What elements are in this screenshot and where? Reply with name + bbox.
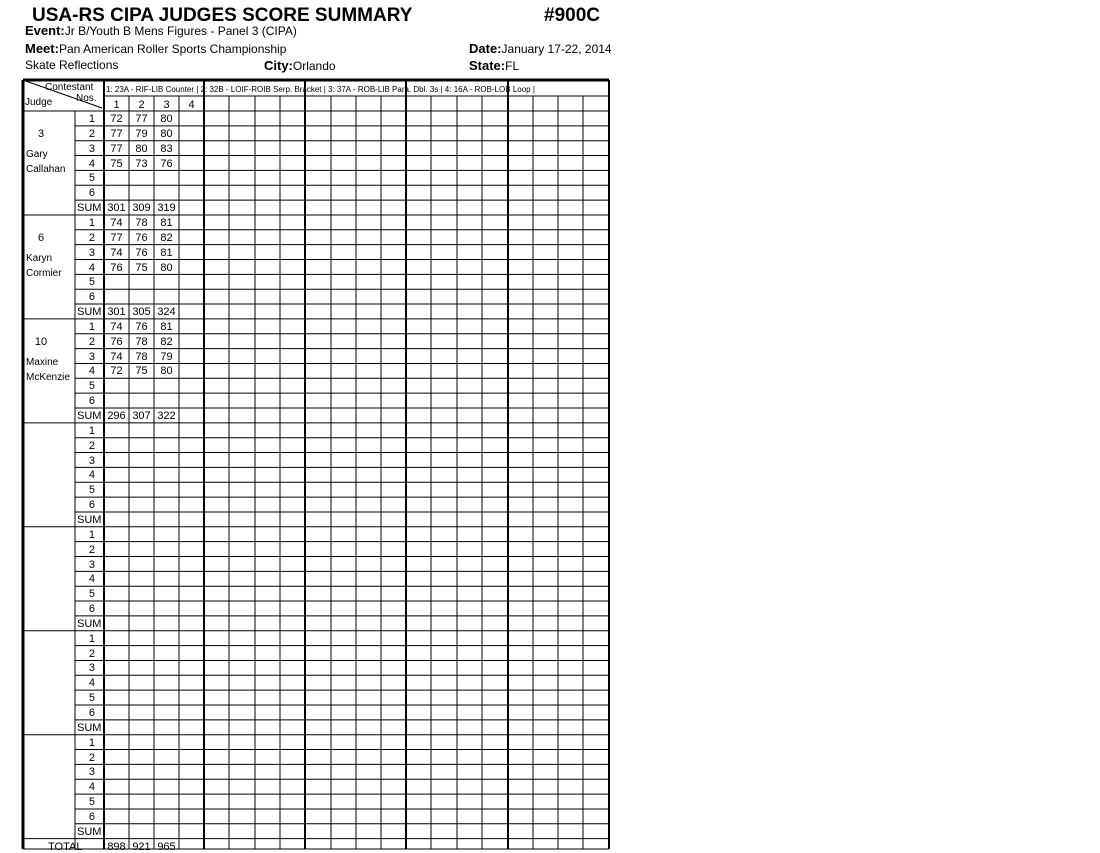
row-number: 2	[88, 647, 95, 660]
row-number: 3	[88, 662, 95, 675]
score-value: 82	[160, 231, 173, 244]
row-number: 1	[88, 736, 95, 749]
row-number: 5	[88, 172, 95, 185]
row-number: 1	[88, 424, 95, 437]
sum-label: SUM	[77, 721, 102, 734]
figures-header: 1: 23A - RIF-LIB Counter | 2: 32B - LOIF-ROIB Serp. Bracket | 3: 37A - ROB-LIB Para. Dbl. 3s | 4: 16A - ROB-LOB Loop |	[106, 85, 535, 94]
score-value: 76	[135, 246, 148, 259]
row-number: 1	[88, 113, 95, 125]
sum-value: 301	[107, 306, 126, 319]
sum-label: SUM	[77, 202, 102, 215]
sum-label: SUM	[77, 513, 102, 526]
score-value: 73	[135, 157, 148, 170]
sum-value: 296	[107, 410, 126, 422]
event-value: Jr B/Youth B Mens Figures - Panel 3 (CIPA)	[64, 24, 297, 38]
city-label: City:	[264, 58, 293, 73]
score-value: 80	[160, 127, 173, 140]
date-value: January 17-22, 2014	[501, 42, 612, 56]
score-value: 77	[110, 142, 123, 155]
row-number: 1	[88, 320, 95, 333]
sum-label: SUM	[77, 306, 102, 319]
sum-label: SUM	[77, 825, 102, 838]
row-number: 1	[88, 632, 95, 645]
judge-header: Judge	[25, 97, 53, 108]
form-number: #900C	[544, 5, 600, 26]
total-value: 898	[107, 840, 126, 853]
judge-number: 10	[34, 335, 48, 348]
score-value: 74	[110, 246, 123, 259]
form-title: USA-RS CIPA JUDGES SCORE SUMMARY	[32, 5, 413, 26]
score-value: 78	[135, 350, 148, 363]
score-value: 82	[160, 335, 173, 348]
sum-label: SUM	[77, 410, 102, 422]
score-value: 75	[135, 365, 148, 378]
figure-number: 3	[163, 99, 170, 111]
score-value: 74	[110, 216, 123, 229]
score-value: 79	[135, 127, 148, 140]
row-number: 6	[88, 707, 95, 719]
row-number: 6	[88, 603, 95, 616]
score-value: 77	[110, 127, 123, 140]
sum-value: 322	[157, 410, 176, 422]
event-label: Event:	[25, 23, 65, 38]
row-number: 6	[88, 810, 95, 823]
score-value: 81	[160, 246, 173, 259]
state-value: FL	[505, 59, 520, 73]
score-value: 74	[110, 350, 123, 363]
figure-number: 4	[188, 99, 195, 111]
row-number: 6	[88, 291, 95, 304]
row-number: 3	[88, 454, 95, 467]
judge-last-name: McKenzie	[26, 371, 70, 383]
date-label: Date:	[469, 41, 502, 56]
row-number: 2	[88, 543, 95, 556]
row-number: 3	[88, 766, 95, 779]
state-label: State:	[469, 58, 506, 73]
nos-header: Nos.	[76, 93, 97, 104]
sum-value: 324	[157, 306, 176, 319]
row-number: 2	[88, 231, 95, 244]
judge-first-name: Maxine	[26, 356, 59, 368]
judge-number: 6	[37, 231, 45, 244]
figure-number: 2	[138, 99, 145, 111]
row-number: 3	[88, 350, 95, 363]
row-number: 4	[88, 677, 95, 690]
score-value: 72	[110, 365, 123, 378]
sum-label: SUM	[77, 617, 102, 630]
score-value: 75	[135, 261, 148, 274]
row-number: 3	[88, 558, 95, 571]
row-number: 5	[88, 796, 95, 809]
score-value: 78	[135, 335, 148, 348]
row-number: 4	[88, 573, 95, 586]
judge-last-name: Callahan	[26, 164, 66, 175]
total-value: 965	[157, 840, 176, 853]
meet-label: Meet:	[25, 41, 59, 56]
row-number: 5	[88, 380, 95, 393]
sum-value: 319	[157, 202, 176, 215]
score-value: 76	[110, 335, 123, 348]
club-name: Skate Reflections	[25, 58, 119, 72]
score-value: 76	[160, 157, 173, 170]
score-value: 76	[135, 320, 148, 333]
row-number: 6	[88, 395, 95, 408]
judge-number: 3	[37, 128, 45, 140]
row-number: 5	[88, 276, 95, 289]
row-number: 1	[88, 216, 95, 229]
sum-value: 309	[132, 202, 151, 215]
score-value: 77	[110, 231, 123, 244]
row-number: 2	[88, 751, 95, 764]
judge-first-name: Karyn	[26, 252, 53, 264]
total-value: 921	[132, 840, 151, 853]
row-number: 5	[88, 692, 95, 705]
row-number: 5	[88, 484, 95, 497]
row-number: 4	[88, 469, 95, 482]
score-value: 76	[110, 261, 123, 274]
row-number: 4	[88, 365, 95, 378]
score-value: 79	[160, 350, 173, 363]
score-value: 75	[110, 157, 123, 170]
row-number: 4	[88, 781, 95, 794]
sum-value: 307	[132, 410, 151, 422]
score-value: 80	[160, 365, 173, 378]
score-value: 80	[160, 261, 173, 274]
row-number: 2	[88, 439, 95, 452]
score-value: 74	[110, 320, 123, 333]
row-number: 2	[88, 127, 95, 140]
score-value: 78	[135, 216, 148, 229]
contestant-header: Contestant	[45, 82, 94, 93]
judge-last-name: Cormier	[26, 267, 62, 279]
row-number: 4	[88, 261, 95, 274]
row-number: 4	[88, 157, 95, 170]
sum-value: 305	[132, 306, 151, 319]
score-value: 81	[160, 216, 173, 229]
sum-value: 301	[107, 202, 126, 215]
total-label: TOTAL	[48, 840, 83, 853]
score-value: 76	[135, 231, 148, 244]
score-value: 81	[160, 320, 173, 333]
score-value: 83	[160, 142, 173, 155]
score-value: 80	[160, 113, 173, 125]
row-number: 5	[88, 588, 95, 601]
row-number: 6	[88, 499, 95, 512]
city-value: Orlando	[292, 59, 336, 73]
row-number: 6	[88, 187, 95, 200]
score-value: 80	[135, 142, 148, 155]
score-value: 77	[135, 113, 148, 125]
score-value: 72	[110, 113, 123, 125]
row-number: 1	[88, 528, 95, 541]
judge-first-name: Gary	[26, 149, 48, 160]
row-number: 3	[88, 246, 95, 259]
row-number: 3	[88, 142, 95, 155]
row-number: 2	[88, 335, 95, 348]
figure-number: 1	[113, 99, 120, 111]
meet-value: Pan American Roller Sports Championship	[58, 42, 287, 56]
